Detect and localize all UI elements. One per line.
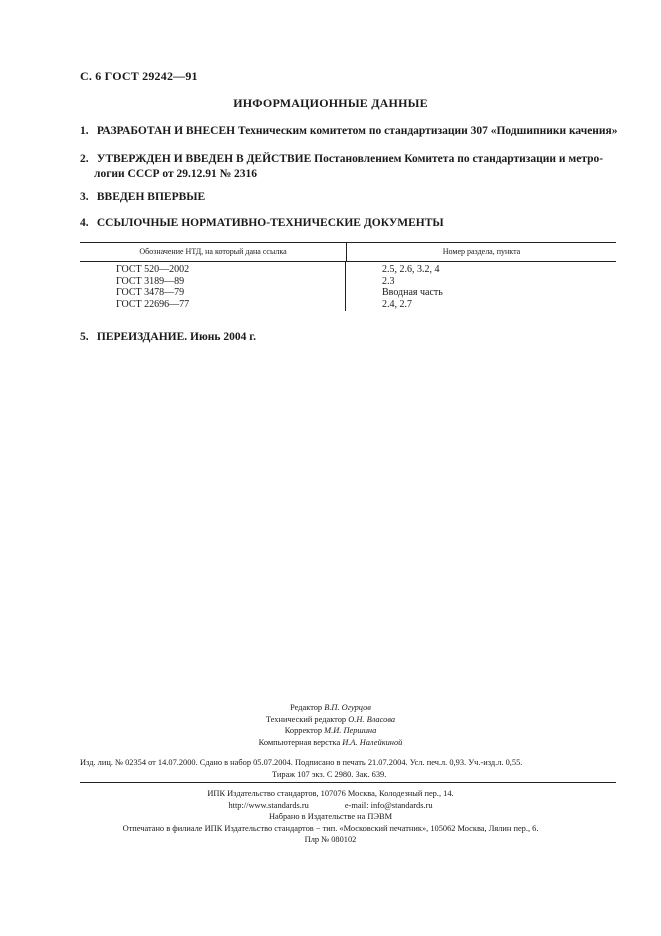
column-header-document: Обозначение НТД, на который дана ссылка bbox=[80, 243, 347, 261]
document-column bbox=[80, 262, 346, 311]
item-heading: ССЫЛОЧНЫЕ НОРМАТИВНО-ТЕХНИЧЕСКИЕ ДОКУМЕНТЫ bbox=[96, 217, 444, 229]
info-item-3 bbox=[80, 190, 620, 205]
editorial-credits bbox=[0, 702, 661, 748]
printed-note: Отпечатано в филиале ИПК Издательство стандартов − тип. «Московский печатник», 105062 Москва, Лялин пер., 6. bbox=[122, 823, 539, 833]
item-number: 3. bbox=[80, 191, 89, 203]
info-item-4 bbox=[80, 216, 620, 231]
divider bbox=[80, 782, 616, 783]
item-number: 1. bbox=[80, 125, 89, 137]
info-item-5 bbox=[80, 330, 620, 345]
item-heading: ПЕРЕИЗДАНИЕ. bbox=[96, 331, 188, 343]
section-column bbox=[346, 262, 616, 311]
table-cell-section: Вводная часть bbox=[382, 287, 443, 298]
section-title: ИНФОРМАЦИОННЫЕ ДАННЫЕ bbox=[233, 96, 428, 110]
credit-label: Компьютерная верстка bbox=[258, 737, 341, 747]
credit-name: И.А. Налейкиной bbox=[342, 737, 403, 747]
item-heading: РАЗРАБОТАН И ВНЕСЕН bbox=[96, 125, 236, 137]
plr-number: Плр № 080102 bbox=[304, 835, 357, 844]
table-cell-document: ГОСТ 22696—77 bbox=[116, 298, 190, 310]
publication-line-2: Тираж 107 экз. С 2980. Зак. 639. bbox=[272, 769, 387, 779]
table-cell-section: 2.3 bbox=[382, 275, 395, 287]
publisher-address: ИПК Издательство стандартов, 107076 Москва, Колодезный пер., 14. bbox=[207, 789, 454, 798]
item-heading: ВВЕДЕН ВПЕРВЫЕ bbox=[96, 191, 206, 203]
publication-line-1: Изд. лиц. № 02354 от 14.07.2000. Сдано в набор 05.07.2004. Подписано в печать 21.07.2004. Усл. печ.л. 0,93. Уч.-изд.л. 0,55. bbox=[80, 758, 523, 767]
typeset-note: Набрано в Издательстве на ПЭВМ bbox=[268, 812, 393, 821]
publication-details bbox=[80, 757, 620, 780]
credit-name: М.И. Першина bbox=[324, 726, 377, 735]
email-link[interactable]: e-mail: info@standards.ru bbox=[344, 800, 433, 810]
item-body-continuation: логии СССР от 29.12.91 № 2316 bbox=[94, 168, 258, 180]
item-heading: УТВЕРЖДЕН И ВВЕДЕН В ДЕЙСТВИЕ bbox=[96, 153, 312, 165]
table-body bbox=[80, 262, 616, 311]
table-cell-document: ГОСТ 3189—89 bbox=[116, 275, 185, 287]
publisher-footer bbox=[0, 788, 661, 846]
item-number: 4. bbox=[80, 217, 89, 229]
item-number: 2. bbox=[80, 153, 89, 165]
table-cell-document: ГОСТ 520—2002 bbox=[116, 264, 190, 275]
info-item-2 bbox=[80, 152, 620, 182]
credit-name: О.Н. Власова bbox=[348, 714, 396, 724]
credit-label: Корректор bbox=[284, 726, 323, 735]
table-cell-section: 2.5, 2.6, 3.2, 4 bbox=[382, 264, 440, 275]
credit-tech-editor bbox=[0, 714, 661, 726]
item-body: Июнь 2004 г. bbox=[190, 331, 257, 343]
info-item-1 bbox=[80, 124, 620, 139]
item-number: 5. bbox=[80, 331, 89, 343]
credit-label: Редактор bbox=[290, 703, 323, 712]
table-cell-section: 2.4, 2.7 bbox=[382, 298, 412, 310]
table-header bbox=[80, 243, 616, 262]
table-cell-document: ГОСТ 3478—79 bbox=[116, 287, 185, 298]
website-link[interactable]: http://www.standards.ru bbox=[228, 800, 309, 810]
column-header-section: Номер раздела, пункта bbox=[442, 247, 521, 256]
contact-line bbox=[0, 800, 661, 812]
page-header: С. 6 ГОСТ 29242—91 bbox=[80, 69, 198, 83]
item-body: Техническим комитетом по стандартизации 307 «Подшипники качения» bbox=[237, 125, 618, 137]
item-body: Постановлением Комитета по стандартизации и метро- bbox=[314, 153, 604, 165]
reference-documents-table bbox=[80, 242, 616, 311]
credit-label: Технический редактор bbox=[265, 714, 347, 724]
credit-corrector bbox=[0, 725, 661, 737]
credit-layout bbox=[0, 737, 661, 749]
credit-editor bbox=[0, 702, 661, 714]
credit-name: В.П. Огурцов bbox=[324, 703, 371, 712]
